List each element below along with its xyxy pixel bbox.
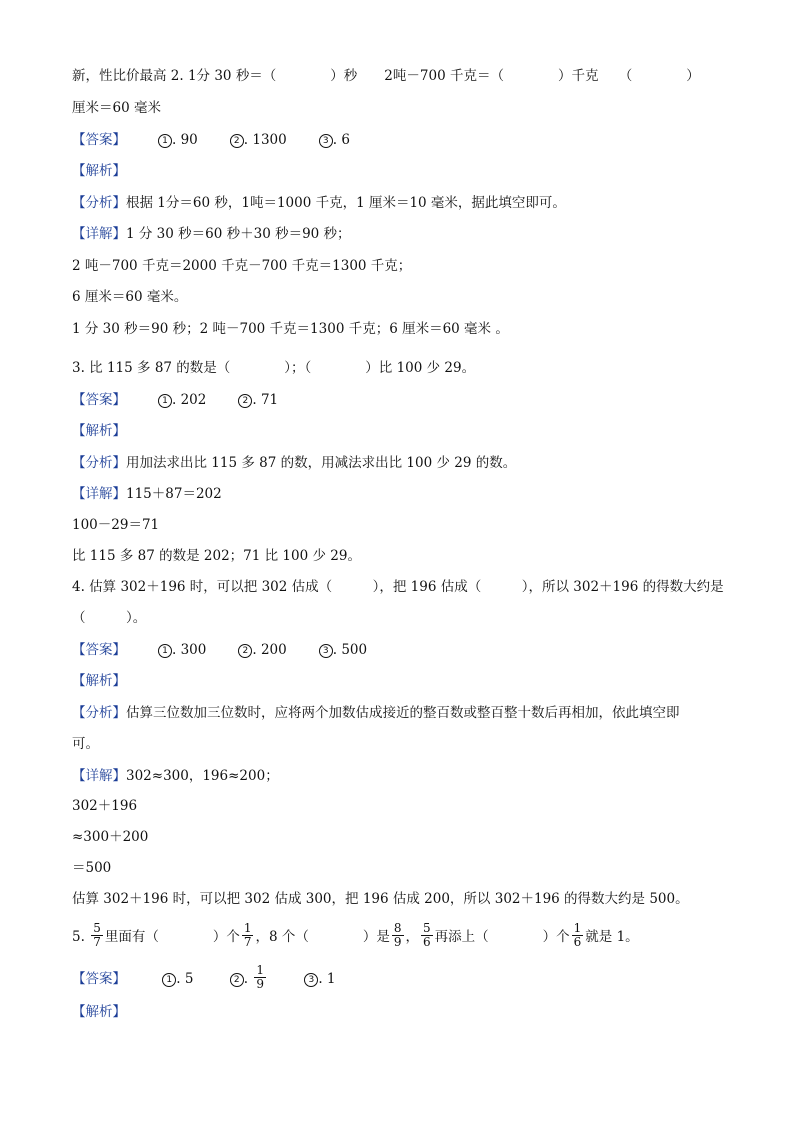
line-text: 比 115 多 87 的数是 202；71 比 100 少 29。: [72, 548, 361, 564]
text-line: [72, 256, 411, 276]
circled-number-icon: 2: [230, 134, 244, 148]
answer-value: 200: [260, 642, 287, 658]
section-tag: 【解析】: [72, 423, 126, 439]
circled-number-icon: 1: [158, 644, 172, 658]
line-text: 4. 估算 302＋196 时，可以把 302 估成（ ），把 196 估成（ ），所以 302＋196 的得数大约是: [72, 579, 724, 595]
answer-item: 1 . 202: [158, 390, 206, 410]
answer-item: 1 . 90: [158, 130, 198, 150]
line-text: 6 厘米＝60 毫米。: [72, 289, 188, 305]
text-line: [72, 453, 516, 473]
line-text: 用加法求出比 115 多 87 的数，用减法求出比 100 少 29 的数。: [126, 455, 517, 471]
line-text: 302＋196: [72, 798, 138, 814]
circled-number-icon: 3: [319, 644, 333, 658]
line-text: ＝500: [72, 860, 112, 876]
line-text: 2 吨－700 千克＝2000 千克－700 千克＝1300 千克；: [72, 258, 412, 274]
answer-line: [72, 640, 367, 660]
question-text: 就是 1。: [585, 929, 639, 945]
section-tag: 【分析】: [72, 455, 126, 471]
question-text: 再添上（ ）个: [434, 929, 570, 945]
section-tag: 【详解】: [72, 226, 126, 242]
text-line: [72, 703, 680, 723]
text-line: [72, 577, 724, 597]
fraction: $\frac{5}{7}$: [93, 921, 101, 949]
section-tag: 【解析】: [72, 163, 126, 179]
circled-number-icon: 2: [230, 973, 244, 987]
section-tag: 【答案】: [72, 642, 126, 658]
answer-item: 2 . 200: [238, 640, 286, 660]
text-line: [72, 224, 351, 244]
analysis-heading: [72, 421, 126, 441]
line-text: 估算 302＋196 时，可以把 302 估成 300，把 196 估成 200，所以 302＋196 的得数大约是 500。: [72, 891, 689, 907]
fraction: $\frac{8}{9}$: [393, 921, 402, 949]
section-tag: 【答案】: [72, 392, 126, 408]
circled-number-icon: 3: [304, 973, 318, 987]
line-text: 新，性比价最高 2. 1分 30 秒＝（ ）秒 2吨－700 千克＝（ ）千克 （ ）: [72, 68, 700, 84]
answer-value: 500: [341, 642, 368, 658]
line-text: 115＋87＝202: [126, 486, 222, 502]
answer-item: 2 . $\frac{1}{9}$: [230, 966, 268, 993]
text-line: [72, 98, 161, 118]
section-tag: 【详解】: [72, 768, 126, 784]
line-text: 根据 1分＝60 秒，1吨＝1000 千克，1 厘米＝10 毫米，据此填空即可。: [126, 195, 566, 211]
answer-value: 300: [180, 642, 207, 658]
question-text: ，: [405, 929, 419, 945]
answer-item: 3 . 500: [319, 640, 367, 660]
circled-number-icon: 2: [238, 394, 252, 408]
fraction: $\frac{5}{6}$: [423, 921, 431, 949]
text-line: [72, 319, 509, 339]
text-line: [72, 827, 148, 847]
answer-item: 2 . 71: [238, 390, 278, 410]
line-text: 可。: [72, 736, 99, 752]
answer-line: [72, 963, 336, 993]
line-text: 100－29＝71: [72, 517, 160, 533]
circled-number-icon: 2: [238, 644, 252, 658]
question-text: 里面有（ ）个: [104, 929, 240, 945]
answer-item: 2 . 1300: [230, 130, 287, 150]
answer-item: 3 . 6: [319, 130, 350, 150]
line-text: ≈300＋200: [72, 829, 149, 845]
answer-item: 1 . 300: [158, 640, 206, 660]
text-line: [72, 193, 566, 213]
answer-value: 71: [260, 392, 279, 408]
text-line: [72, 608, 146, 628]
fraction: $\frac{1}{7}$: [243, 921, 252, 949]
section-tag: 【分析】: [72, 195, 126, 211]
section-tag: 【分析】: [72, 705, 126, 721]
text-line: [72, 546, 361, 566]
analysis-heading: 【解析】: [72, 1004, 126, 1020]
text-line: [72, 287, 187, 307]
question-number: 5.: [72, 929, 85, 945]
section-tag: 【详解】: [72, 486, 126, 502]
circled-number-icon: 3: [319, 134, 333, 148]
answer-value: 1300: [252, 132, 287, 148]
line-text: （ ）。: [72, 610, 147, 626]
circled-number-icon: 1: [158, 134, 172, 148]
text-line: [72, 889, 689, 909]
section-tag: 【答案】: [72, 132, 126, 148]
text-line: [72, 515, 159, 535]
text-line: [72, 358, 475, 378]
text-line: [72, 66, 700, 86]
circled-number-icon: 1: [162, 973, 176, 987]
line-text: 估算三位数加三位数时，应将两个加数估成接近的整百数或整百整十数后再相加，依此填空即: [126, 705, 680, 721]
question-5: [72, 921, 639, 951]
fraction: $\frac{1}{9}$: [256, 963, 265, 991]
question-text: ，8 个（ ）是: [255, 929, 390, 945]
circled-number-icon: 1: [158, 394, 172, 408]
fraction: $\frac{1}{6}$: [573, 921, 582, 949]
answer-line: [72, 130, 350, 150]
answer-tag: 【答案】: [72, 971, 126, 987]
section-tag: 【解析】: [72, 673, 126, 689]
line-text: 厘米＝60 毫米: [72, 100, 161, 116]
line-text: 1 分 30 秒＝90 秒；2 吨－700 千克＝1300 千克；6 厘米＝60 毫米 。: [72, 321, 509, 337]
text-line: [72, 858, 111, 878]
answer-line: [72, 390, 278, 410]
line-text: 302≈300，196≈200；: [126, 768, 279, 784]
text-line: [72, 484, 222, 504]
analysis-heading: [72, 161, 126, 181]
text-line: [72, 766, 279, 786]
answer-item: 1 . 5: [162, 969, 193, 989]
text-line: [72, 734, 99, 754]
answer-item: 3 . 1: [304, 969, 335, 989]
answer-value: 202: [180, 392, 207, 408]
text-line: [72, 796, 137, 816]
line-text: 3. 比 115 多 87 的数是（ ）；（ ）比 100 少 29。: [72, 360, 476, 376]
answer-value: 6: [341, 132, 350, 148]
analysis-heading: [72, 671, 126, 691]
line-text: 1 分 30 秒＝60 秒＋30 秒＝90 秒；: [126, 226, 351, 242]
answer-value: 90: [180, 132, 198, 148]
